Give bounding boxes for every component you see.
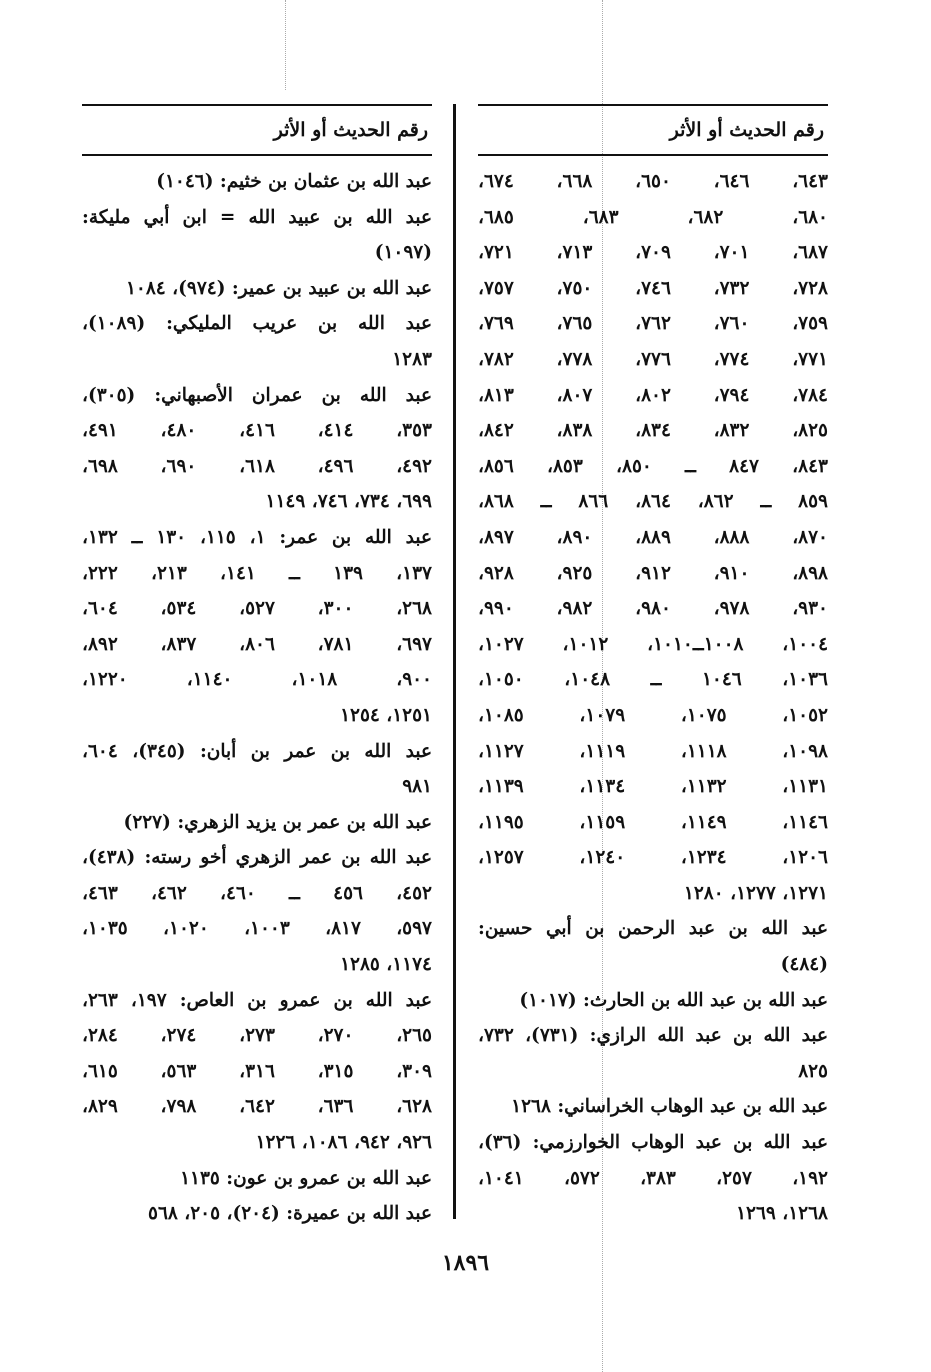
index-line: عبد الله بن عميرة: (٢٠٤)، ٢٠٥، ٥٦٨	[148, 1203, 432, 1225]
index-line: ٩٢٦، ٩٤٢، ١٠٨٦، ١٢٢٦	[255, 1132, 432, 1154]
index-line: عبد الله بن عبد الوهاب الخراساني: ١٢٦٨	[511, 1096, 828, 1118]
index-line: ٣٥٣، ٤١٤، ٤١٦، ٤٨٠، ٤٩١،	[82, 420, 432, 442]
index-line: ٨٥٩ ــ ٨٦٢، ٨٦٤، ٨٦٦ ــ ٨٦٨،	[478, 491, 828, 513]
index-line: (٤٨٤)	[780, 954, 828, 976]
index-line: ٣٠٩، ٣١٥، ٣١٦، ٥٦٣، ٦١٥،	[82, 1060, 432, 1082]
index-line: ١١٧٤، ١٢٨٥	[340, 954, 432, 976]
index-line: ٢٦٨، ٣٠٠، ٥٢٧، ٥٣٤، ٦٠٤،	[82, 598, 432, 620]
index-line: ٦٨٧، ٧٠١، ٧٠٩، ٧١٣، ٧٢١،	[478, 242, 828, 264]
index-line: ١٢٨٣	[392, 348, 432, 370]
index-column-left	[82, 104, 432, 1232]
index-line: ١٠٥٢، ١٠٧٥، ١٠٧٩، ١٠٨٥،	[478, 704, 828, 726]
index-line: ٧٥٩، ٧٦٠، ٧٦٢، ٧٦٥، ٧٦٩،	[478, 313, 828, 335]
index-line: عبد الله بن عمران الأصبهاني: (٣٠٥)،	[82, 384, 432, 406]
index-line: ١٩٢، ٢٥٧، ٣٨٣، ٥٧٢، ١٠٤١،	[478, 1167, 828, 1189]
index-line: ١٣٧، ١٣٩ ــ ١٤١، ٢١٣، ٢٢٢،	[82, 562, 432, 584]
scan-artifact-line	[285, 0, 286, 90]
index-line: ١٠٣٦، ١٠٤٦ ــ ١٠٤٨، ١٠٥٠،	[478, 669, 828, 691]
index-line: ٩٣٠، ٩٧٨، ٩٨٠، ٩٨٢، ٩٩٠،	[478, 598, 828, 620]
index-column-right	[478, 104, 828, 1232]
index-line: ٨٢٥	[798, 1060, 828, 1082]
index-line: ٦٩٧، ٧٨١، ٨٠٦، ٨٣٧، ٨٩٢،	[82, 633, 432, 655]
index-line: ٤٩٢، ٤٩٦، ٦١٨، ٦٩٠، ٦٩٨،	[82, 455, 432, 477]
index-line: ٦٢٨، ٦٣٦، ٦٤٢، ٧٩٨، ٨٢٩،	[82, 1096, 432, 1118]
index-line: عبد الله بن عمر الزهري أخو رسته: (٤٣٨)،	[82, 847, 432, 869]
index-line: ٤٥٢، ٤٥٦ ــ ٤٦٠، ٤٦٢، ٤٦٣،	[82, 882, 432, 904]
index-line: عبد الله بن عريب المليكي: (١٠٨٩)،	[82, 313, 432, 335]
index-line: ٧٢٨، ٧٣٢، ٧٤٦، ٧٥٠، ٧٥٧،	[478, 277, 828, 299]
index-line: عبد الله بن عمر بن أبان: (٣٤٥)، ٦٠٤،	[82, 740, 432, 762]
index-line: عبد الله بن عمر بن يزيد الزهري: (٢٢٧)	[123, 811, 432, 833]
index-line: عبد الله بن عبيد الله = ابن أبي مليكة:	[82, 206, 432, 228]
index-line: ٨٤٣، ٨٤٧ ــ ٨٥٠، ٨٥٣، ٨٥٦،	[478, 455, 828, 477]
column-header: رقم الحديث أو الأثر	[82, 104, 432, 156]
index-line: ١٠٠٤، ١٠٠٨ــ١٠١٠، ١٠١٢، ١٠٢٧،	[478, 633, 828, 655]
index-line: ٦٩٩، ٧٣٤، ٧٤٦، ١١٤٩	[265, 491, 432, 513]
index-line: ٧٧١، ٧٧٤، ٧٧٦، ٧٧٨، ٧٨٢،	[478, 348, 828, 370]
index-line: ٥٩٧، ٨١٧، ١٠٠٣، ١٠٢٠، ١٠٣٥،	[82, 918, 432, 940]
index-line: ١٢٦٨، ١٢٦٩	[736, 1203, 828, 1225]
column-header: رقم الحديث أو الأثر	[478, 104, 828, 156]
index-line: ٦٨٠، ٦٨٢، ٦٨٣، ٦٨٥،	[478, 206, 828, 228]
index-line: ١٠٩٨، ١١١٨، ١١١٩، ١١٢٧،	[478, 740, 828, 762]
index-line: عبد الله بن عمر: ١، ١١٥، ١٣٠ ــ ١٣٢،	[82, 526, 432, 548]
entries-list	[82, 164, 432, 1232]
index-line: ٨٢٥، ٨٣٢، ٨٣٤، ٨٣٨، ٨٤٢،	[478, 420, 828, 442]
index-line: ٨٧٠، ٨٨٨، ٨٨٩، ٨٩٠، ٨٩٧،	[478, 526, 828, 548]
index-line: (١٠٩٧)	[374, 242, 432, 264]
entries-list	[478, 164, 828, 1232]
index-line: ٦٤٣، ٦٤٦، ٦٥٠، ٦٦٨، ٦٧٤،	[478, 171, 828, 192]
index-line: ٨٩٨، ٩١٠، ٩١٢، ٩٢٥، ٩٢٨،	[478, 562, 828, 584]
index-line: عبد الله بن عثمان بن خثيم: (١٠٤٦)	[156, 171, 432, 192]
index-line: ٧٨٤، ٧٩٤، ٨٠٢، ٨٠٧، ٨١٣،	[478, 384, 828, 406]
index-line: ١٢٧١، ١٢٧٧، ١٢٨٠	[683, 882, 828, 904]
index-line: عبد الله بن عبد الرحمن بن أبي حسين:	[478, 918, 828, 940]
index-line: عبد الله بن عبد الله الرازي: (٧٣١)، ٧٣٢،	[478, 1025, 828, 1047]
index-line: ٩٠٠، ١٠١٨، ١١٤٠، ١٢٢٠،	[82, 669, 432, 691]
index-line: ٢٦٥، ٢٧٠، ٢٧٣، ٢٧٤، ٢٨٤،	[82, 1025, 432, 1047]
page-number: ١٨٩٦	[441, 1250, 490, 1276]
index-line: عبد الله بن عبيد بن عمير: (٩٧٤)، ١٠٨٤	[125, 277, 432, 299]
index-line: عبد الله بن عبد الوهاب الخوارزمي: (٣٦)،	[478, 1132, 828, 1154]
index-line: ٩٨١	[402, 776, 432, 798]
index-line: عبد الله بن عبد الله بن الحارث: (١٠١٧)	[519, 989, 828, 1011]
index-line: ١١٤٦، ١١٤٩، ١١٥٩، ١١٩٥،	[478, 811, 828, 833]
index-line: عبد الله بن عمرو بن العاص: ١٩٧، ٢٦٣،	[82, 989, 432, 1011]
column-divider	[453, 104, 456, 1219]
index-line: ١٢٥١، ١٢٥٤	[340, 704, 432, 726]
index-line: ١١٣١، ١١٣٢، ١١٣٤، ١١٣٩،	[478, 776, 828, 798]
index-line: عبد الله بن عمرو بن عون: ١١٣٥	[180, 1167, 432, 1189]
index-line: ١٢٠٦، ١٢٣٤، ١٢٤٠، ١٢٥٧،	[478, 847, 828, 869]
